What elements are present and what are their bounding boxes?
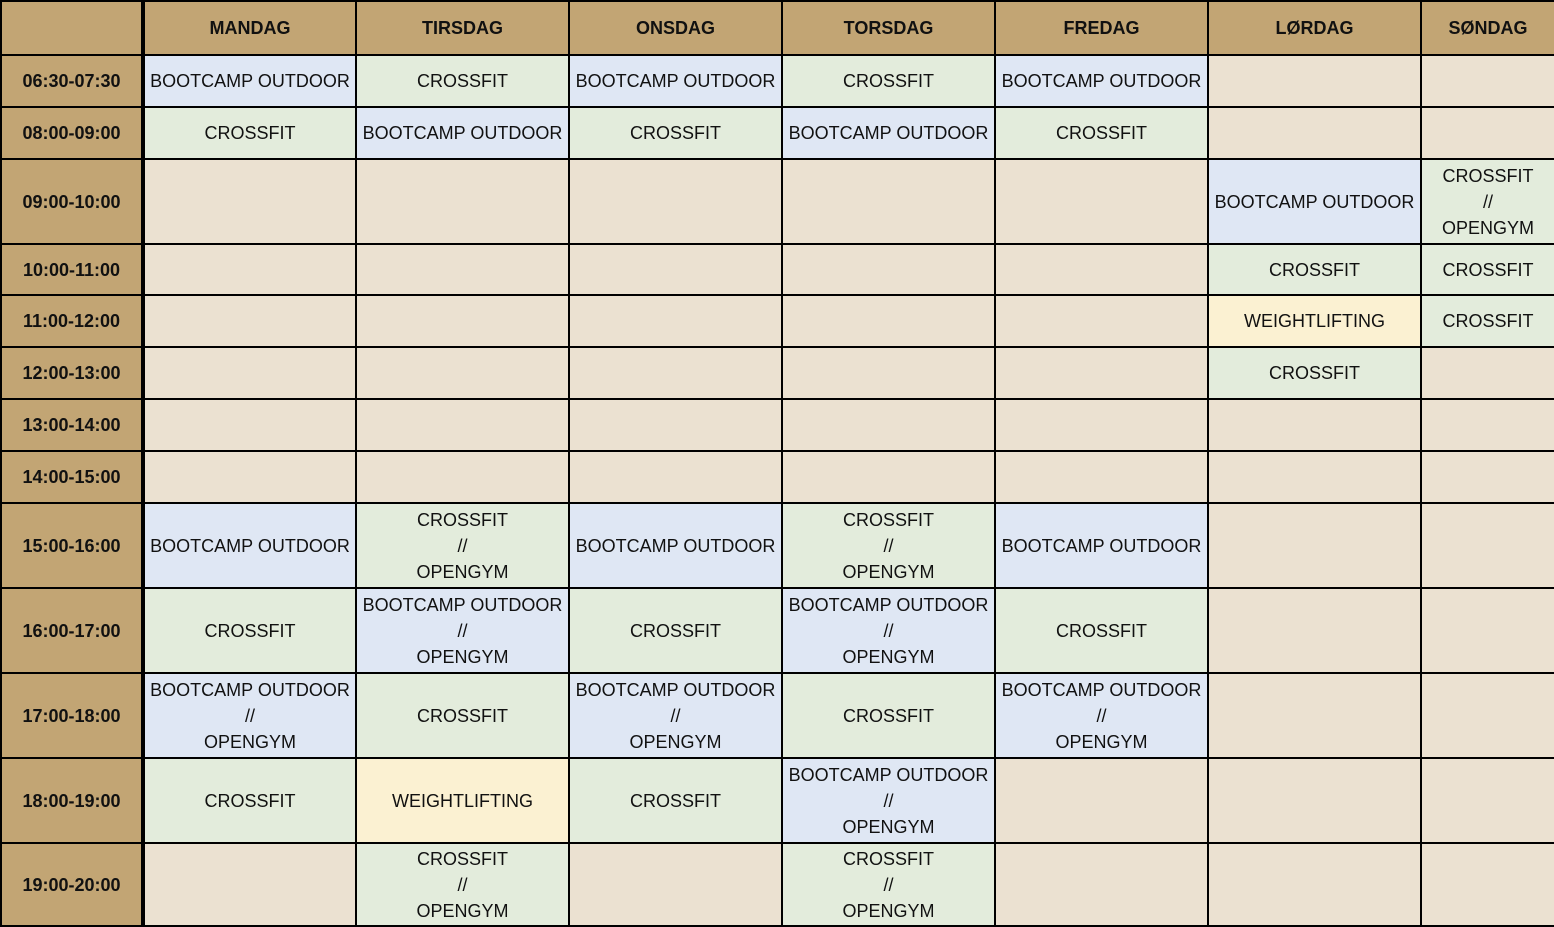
- class-label-line: //: [457, 620, 468, 641]
- class-label-line: BOOTCAMP OUTDOOR: [150, 679, 350, 700]
- day-header: TORSDAG: [782, 1, 995, 55]
- class-label-line: WEIGHTLIFTING: [1244, 311, 1385, 331]
- class-cell-crossfit: [356, 843, 569, 926]
- empty-cell: [782, 159, 995, 244]
- class-label-line: BOOTCAMP OUTDOOR: [1001, 535, 1202, 556]
- class-cell-crossfit: [143, 758, 356, 843]
- class-cell-crossfit: [782, 673, 995, 758]
- time-slot-row: [1, 673, 1554, 758]
- empty-cell: [1421, 843, 1554, 926]
- class-cell-crossfit: [356, 55, 569, 107]
- time-label: 10:00-11:00: [1, 244, 143, 295]
- empty-cell: [356, 347, 569, 399]
- class-cell-crossfit: [1208, 244, 1421, 295]
- time-slot-row: [1, 55, 1554, 107]
- class-label-line: //: [883, 874, 894, 895]
- class-label-line: OPENGYM: [1055, 731, 1148, 752]
- class-label-line: CROSSFIT: [629, 123, 721, 143]
- empty-cell: [1208, 673, 1421, 758]
- class-label-line: OPENGYM: [842, 816, 935, 837]
- class-cell-crossfit: [1421, 295, 1554, 347]
- empty-cell: [1208, 758, 1421, 843]
- class-cell-bootcamp: [782, 758, 995, 843]
- class-label-line: BOOTCAMP OUTDOOR: [362, 123, 563, 143]
- class-cell-bootcamp: [995, 55, 1208, 107]
- empty-cell: [1421, 347, 1554, 399]
- empty-cell: [143, 159, 356, 244]
- class-label-line: BOOTCAMP OUTDOOR: [788, 594, 989, 615]
- time-label: 17:00-18:00: [1, 673, 143, 758]
- time-label: 15:00-16:00: [1, 503, 143, 588]
- empty-cell: [569, 295, 782, 347]
- class-label-line: //: [883, 620, 894, 641]
- class-cell-bootcamp: [143, 673, 356, 758]
- empty-cell: [995, 758, 1208, 843]
- empty-cell: [1421, 55, 1554, 107]
- time-label: 12:00-13:00: [1, 347, 143, 399]
- class-label-line: CROSSFIT: [416, 848, 508, 869]
- class-label-line: CROSSFIT: [416, 71, 508, 91]
- class-label-line: WEIGHTLIFTING: [392, 790, 533, 811]
- class-label-line: CROSSFIT: [204, 620, 296, 641]
- time-label: 06:30-07:30: [1, 55, 143, 107]
- class-label-line: BOOTCAMP OUTDOOR: [1214, 191, 1415, 212]
- class-label-line: //: [457, 874, 468, 895]
- time-label: 14:00-15:00: [1, 451, 143, 503]
- class-label-line: CROSSFIT: [842, 848, 934, 869]
- class-label-line: CROSSFIT: [204, 790, 296, 811]
- class-label-line: BOOTCAMP OUTDOOR: [788, 123, 989, 143]
- empty-cell: [782, 451, 995, 503]
- class-cell-crossfit: [995, 588, 1208, 673]
- day-header: SØNDAG: [1421, 1, 1554, 55]
- empty-cell: [143, 451, 356, 503]
- class-label-line: CROSSFIT: [629, 620, 721, 641]
- class-cell-bootcamp: [356, 107, 569, 159]
- class-cell-crossfit: [569, 588, 782, 673]
- class-label-line: OPENGYM: [416, 900, 509, 921]
- class-label-line: //: [457, 535, 468, 556]
- class-label-line: BOOTCAMP OUTDOOR: [575, 71, 776, 91]
- time-slot-row: [1, 107, 1554, 159]
- class-label-line: OPENGYM: [842, 561, 935, 582]
- class-cell-crossfit: [143, 107, 356, 159]
- empty-cell: [782, 399, 995, 451]
- empty-cell: [1208, 588, 1421, 673]
- class-label-line: CROSSFIT: [204, 123, 296, 143]
- empty-cell: [1208, 451, 1421, 503]
- empty-cell: [1421, 758, 1554, 843]
- schedule-body: [1, 55, 1554, 926]
- time-slot-row: [1, 843, 1554, 926]
- class-label-line: CROSSFIT: [842, 509, 934, 530]
- empty-cell: [782, 347, 995, 399]
- empty-cell: [143, 244, 356, 295]
- time-slot-row: [1, 159, 1554, 244]
- time-slot-row: [1, 758, 1554, 843]
- empty-cell: [995, 295, 1208, 347]
- day-header: LØRDAG: [1208, 1, 1421, 55]
- class-cell-crossfit: [569, 107, 782, 159]
- empty-cell: [995, 244, 1208, 295]
- class-label-line: BOOTCAMP OUTDOOR: [1001, 679, 1202, 700]
- time-slot-row: [1, 347, 1554, 399]
- class-label-line: CROSSFIT: [1442, 311, 1534, 331]
- class-label-line: BOOTCAMP OUTDOOR: [362, 594, 563, 615]
- empty-cell: [995, 159, 1208, 244]
- class-cell-bootcamp: [569, 503, 782, 588]
- class-label-line: BOOTCAMP OUTDOOR: [1001, 71, 1202, 91]
- class-cell-crossfit: [569, 758, 782, 843]
- class-cell-crossfit: [995, 107, 1208, 159]
- class-cell-crossfit: [782, 55, 995, 107]
- empty-cell: [569, 399, 782, 451]
- empty-cell: [569, 347, 782, 399]
- class-label-line: CROSSFIT: [1442, 165, 1534, 186]
- class-label-line: CROSSFIT: [842, 71, 934, 91]
- empty-cell: [1421, 588, 1554, 673]
- class-label-line: CROSSFIT: [1442, 259, 1534, 280]
- class-cell-weightlifting: [356, 758, 569, 843]
- class-cell-bootcamp: [569, 55, 782, 107]
- empty-cell: [1208, 399, 1421, 451]
- class-label-line: BOOTCAMP OUTDOOR: [150, 535, 350, 556]
- class-label-line: BOOTCAMP OUTDOOR: [788, 764, 989, 785]
- empty-cell: [1421, 673, 1554, 758]
- day-header: ONSDAG: [569, 1, 782, 55]
- empty-cell: [995, 843, 1208, 926]
- class-cell-bootcamp: [995, 673, 1208, 758]
- empty-cell: [356, 244, 569, 295]
- class-label-line: BOOTCAMP OUTDOOR: [575, 535, 776, 556]
- time-label: 11:00-12:00: [1, 295, 143, 347]
- corner-cell: [1, 1, 143, 55]
- class-label-line: //: [244, 705, 255, 726]
- empty-cell: [143, 295, 356, 347]
- empty-cell: [995, 347, 1208, 399]
- class-label-line: CROSSFIT: [842, 705, 934, 726]
- class-label-line: CROSSFIT: [416, 509, 508, 530]
- empty-cell: [569, 843, 782, 926]
- empty-cell: [1208, 55, 1421, 107]
- class-cell-bootcamp: [1208, 159, 1421, 244]
- time-slot-row: [1, 244, 1554, 295]
- class-label-line: CROSSFIT: [1268, 259, 1360, 280]
- day-header: MANDAG: [143, 1, 356, 55]
- empty-cell: [143, 843, 356, 926]
- class-label-line: CROSSFIT: [1055, 620, 1147, 641]
- class-label-line: OPENGYM: [416, 561, 509, 582]
- class-cell-bootcamp: [143, 503, 356, 588]
- class-cell-crossfit: [1421, 244, 1554, 295]
- class-label-line: CROSSFIT: [629, 790, 721, 811]
- time-slot-row: [1, 588, 1554, 673]
- class-cell-bootcamp: [782, 107, 995, 159]
- class-cell-bootcamp: [782, 588, 995, 673]
- empty-cell: [143, 347, 356, 399]
- time-label: 19:00-20:00: [1, 843, 143, 926]
- empty-cell: [356, 451, 569, 503]
- day-header: FREDAG: [995, 1, 1208, 55]
- class-label-line: CROSSFIT: [1055, 123, 1147, 143]
- empty-cell: [569, 159, 782, 244]
- class-label-line: //: [883, 535, 894, 556]
- time-slot-row: [1, 503, 1554, 588]
- class-label-line: BOOTCAMP OUTDOOR: [575, 679, 776, 700]
- class-cell-bootcamp: [143, 55, 356, 107]
- time-slot-row: [1, 295, 1554, 347]
- class-cell-crossfit: [356, 503, 569, 588]
- class-cell-bootcamp: [995, 503, 1208, 588]
- empty-cell: [1421, 451, 1554, 503]
- empty-cell: [1208, 843, 1421, 926]
- class-cell-crossfit: [1208, 347, 1421, 399]
- class-cell-crossfit: [782, 503, 995, 588]
- class-label-line: //: [670, 705, 681, 726]
- empty-cell: [1421, 399, 1554, 451]
- empty-cell: [1208, 503, 1421, 588]
- class-label-line: //: [1096, 705, 1107, 726]
- time-label: 18:00-19:00: [1, 758, 143, 843]
- empty-cell: [569, 244, 782, 295]
- class-label-line: OPENGYM: [203, 731, 296, 752]
- day-header: TIRSDAG: [356, 1, 569, 55]
- empty-cell: [995, 399, 1208, 451]
- class-cell-crossfit: [1421, 159, 1554, 244]
- empty-cell: [569, 451, 782, 503]
- empty-cell: [143, 399, 356, 451]
- time-label: 08:00-09:00: [1, 107, 143, 159]
- empty-cell: [782, 244, 995, 295]
- time-slot-row: [1, 399, 1554, 451]
- class-label-line: OPENGYM: [842, 900, 935, 921]
- class-label-line: CROSSFIT: [416, 705, 508, 726]
- class-cell-weightlifting: [1208, 295, 1421, 347]
- time-slot-row: [1, 451, 1554, 503]
- class-cell-crossfit: [143, 588, 356, 673]
- class-label-line: OPENGYM: [416, 646, 509, 667]
- class-cell-crossfit: [782, 843, 995, 926]
- class-cell-crossfit: [356, 673, 569, 758]
- class-label-line: //: [883, 790, 894, 811]
- time-label: 13:00-14:00: [1, 399, 143, 451]
- class-label-line: BOOTCAMP OUTDOOR: [150, 71, 350, 91]
- empty-cell: [356, 295, 569, 347]
- class-label-line: //: [1482, 191, 1493, 212]
- empty-cell: [782, 295, 995, 347]
- class-cell-bootcamp: [569, 673, 782, 758]
- empty-cell: [1421, 503, 1554, 588]
- empty-cell: [356, 159, 569, 244]
- time-label: 16:00-17:00: [1, 588, 143, 673]
- class-cell-bootcamp: [356, 588, 569, 673]
- class-label-line: CROSSFIT: [1268, 363, 1360, 383]
- empty-cell: [1208, 107, 1421, 159]
- empty-cell: [356, 399, 569, 451]
- class-label-line: OPENGYM: [629, 731, 722, 752]
- time-label: 09:00-10:00: [1, 159, 143, 244]
- empty-cell: [1421, 107, 1554, 159]
- class-label-line: OPENGYM: [842, 646, 935, 667]
- empty-cell: [995, 451, 1208, 503]
- class-label-line: OPENGYM: [1441, 217, 1534, 238]
- day-header-row: [1, 1, 1554, 55]
